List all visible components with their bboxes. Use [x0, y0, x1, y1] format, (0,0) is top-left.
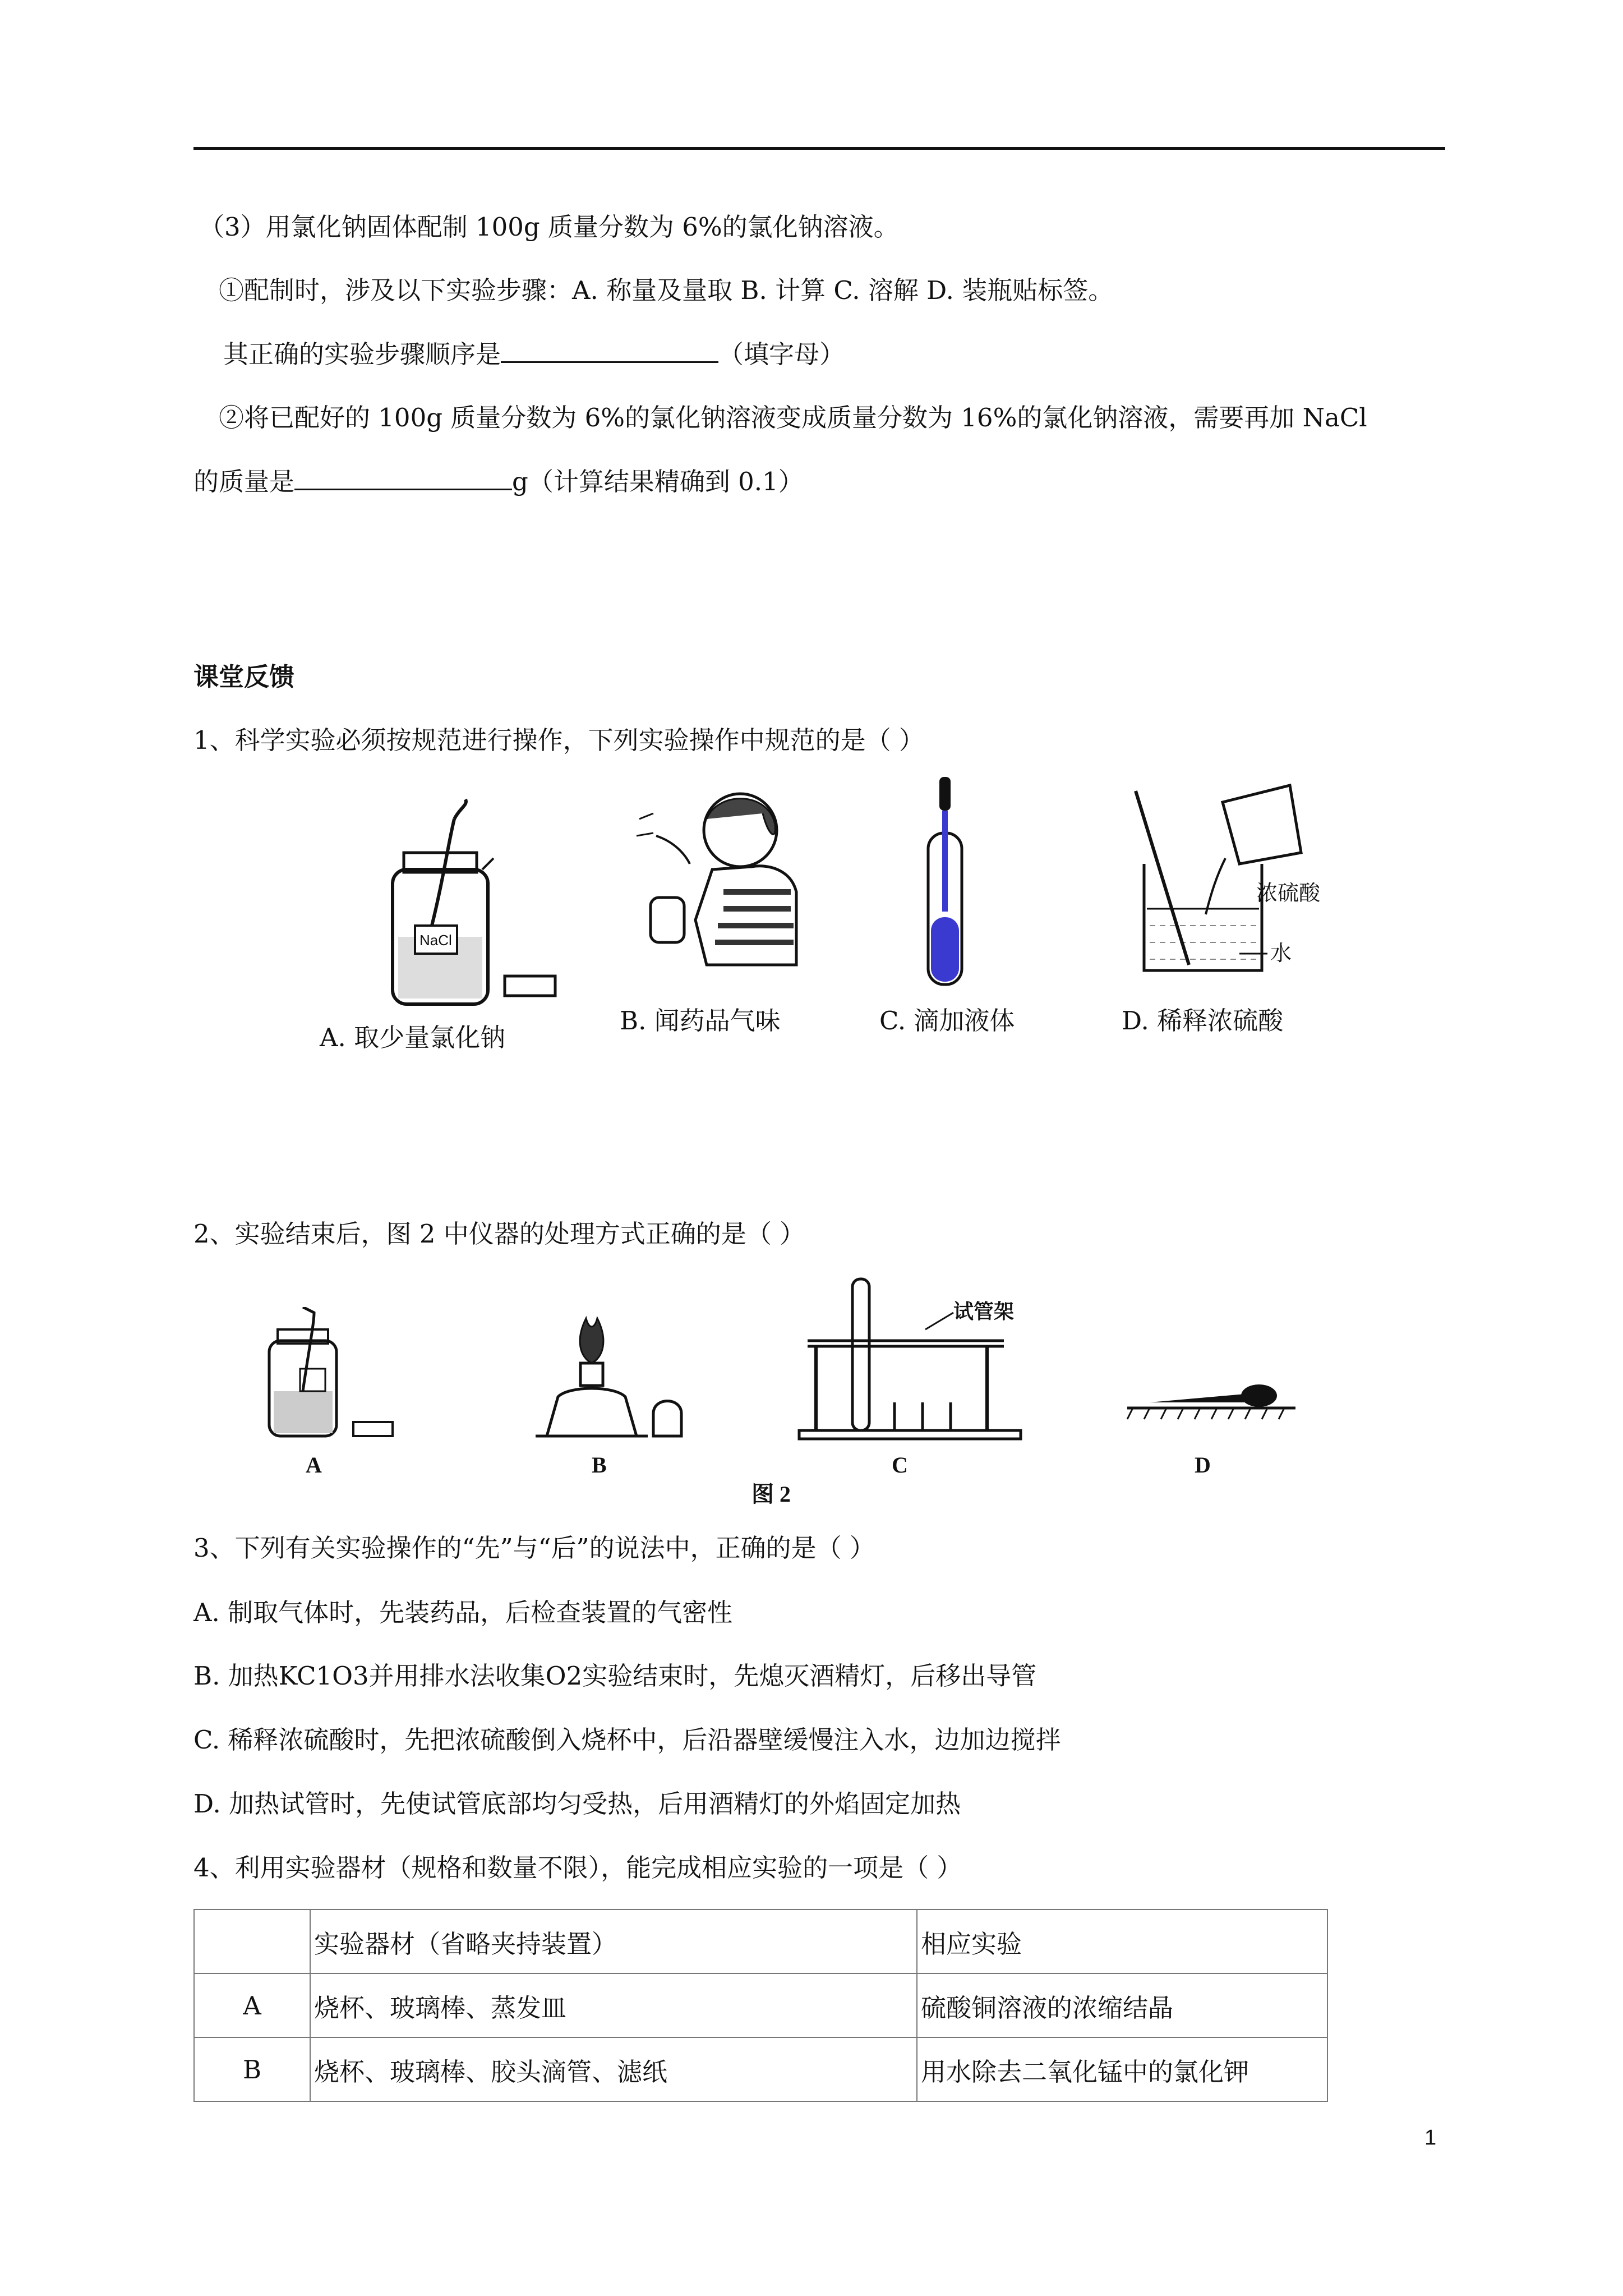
q3-option-a: A. 制取气体时，先装药品，后检查装置的气密性	[193, 1598, 733, 1627]
q1-figure-a-jar-icon	[370, 797, 566, 1010]
q4-stem: 4、利用实验器材（规格和数量不限），能完成相应实验的一项是（ ）	[193, 1853, 962, 1883]
step2-suffix: g（计算结果精确到 0.1）	[512, 467, 804, 496]
q1-option-c: C. 滴加液体	[879, 1006, 1015, 1036]
table-cell: A	[194, 1973, 310, 2037]
header-rule	[193, 147, 1445, 150]
jar-label-nacl: NaCl	[419, 932, 452, 949]
table-cell: 烧杯、玻璃棒、胶头滴管、滤纸	[310, 2037, 917, 2101]
step1-prefix: 其正确的实验步骤顺序是	[223, 339, 501, 369]
rack-label: 试管架	[953, 1300, 1015, 1323]
q2-figure-a-jar-icon	[264, 1307, 398, 1442]
table-cell: 硫酸铜溶液的浓缩结晶	[917, 1973, 1327, 2037]
table-header-row	[194, 1910, 1327, 1973]
q2-figure-caption: 图 2	[751, 1481, 791, 1507]
step2-prefix: 的质量是	[193, 467, 295, 496]
q1-stem: 1、科学实验必须按规范进行操作，下列实验操作中规范的是（ ）	[193, 725, 924, 755]
part3-step1-answer-line	[223, 337, 845, 371]
table-row	[194, 1973, 1327, 2037]
table-cell: 烧杯、玻璃棒、蒸发皿	[310, 1973, 917, 2037]
q2-figure-d-dropper-icon	[1116, 1363, 1312, 1430]
answer-blank-2[interactable]	[294, 464, 512, 490]
q4-table	[193, 1909, 1328, 2102]
q2-letter-a: A	[306, 1452, 322, 1478]
part3-step1-line: ①配制时，涉及以下实验步骤：A. 称量及量取 B. 计算 C. 溶解 D. 装瓶贴标签。	[219, 275, 1114, 305]
q3-option-b: B. 加热KC1O3并用排水法收集O2实验结束时，先熄灭酒精灯，后移出导管	[193, 1661, 1037, 1691]
q2-figure-b-lamp-icon	[524, 1307, 687, 1442]
q2-stem: 2、实验结束后，图 2 中仪器的处理方式正确的是（ ）	[193, 1219, 805, 1249]
q1-option-d: D. 稀释浓硫酸	[1122, 1006, 1284, 1036]
q1-option-a: A. 取少量氯化钠	[320, 1023, 506, 1052]
table-header-cell: 相应实验	[917, 1910, 1327, 1973]
q3-option-d: D. 加热试管时，先使试管底部均匀受热，后用酒精灯的外焰固定加热	[193, 1789, 961, 1819]
q1-option-b: B. 闻药品气味	[620, 1006, 781, 1036]
q1-figure-d-dilute-icon	[1127, 780, 1340, 982]
q2-figure-c-rack-icon	[796, 1273, 1032, 1447]
label-concentrated-acid: 浓硫酸	[1256, 881, 1321, 905]
table-row	[194, 2037, 1327, 2101]
q1-figure-b-smell-icon	[628, 780, 813, 987]
table-cell: 用水除去二氧化锰中的氯化钾	[917, 2037, 1327, 2101]
section-title: 课堂反馈	[193, 662, 295, 692]
label-water: 水	[1270, 941, 1292, 965]
table-header-cell: 实验器材（省略夹持装置）	[310, 1910, 917, 1973]
page-number: 1	[1424, 2126, 1437, 2150]
table-cell: B	[194, 2037, 310, 2101]
q2-letter-b: B	[592, 1452, 607, 1478]
q3-stem: 3、下列有关实验操作的“先”与“后”的说法中，正确的是（ ）	[193, 1533, 875, 1563]
q2-letter-c: C	[892, 1452, 908, 1478]
part3-step2-answer-line	[193, 464, 804, 499]
answer-blank-1[interactable]	[501, 337, 718, 363]
table-header-cell	[194, 1910, 310, 1973]
part3-heading: （3）用氯化钠固体配制 100g 质量分数为 6%的氯化钠溶液。	[199, 212, 899, 242]
q3-option-c: C. 稀释浓硫酸时，先把浓硫酸倒入烧杯中，后沿器壁缓慢注入水，边加边搅拌	[193, 1725, 1061, 1755]
part3-step2-line: ②将已配好的 100g 质量分数为 6%的氯化钠溶液变成质量分数为 16%的氯化钠溶液，需要再加 NaCl	[219, 403, 1367, 432]
q1-figure-c-dropper-icon	[920, 777, 970, 990]
step1-suffix: （填字母）	[718, 339, 845, 369]
q2-letter-d: D	[1195, 1452, 1211, 1478]
